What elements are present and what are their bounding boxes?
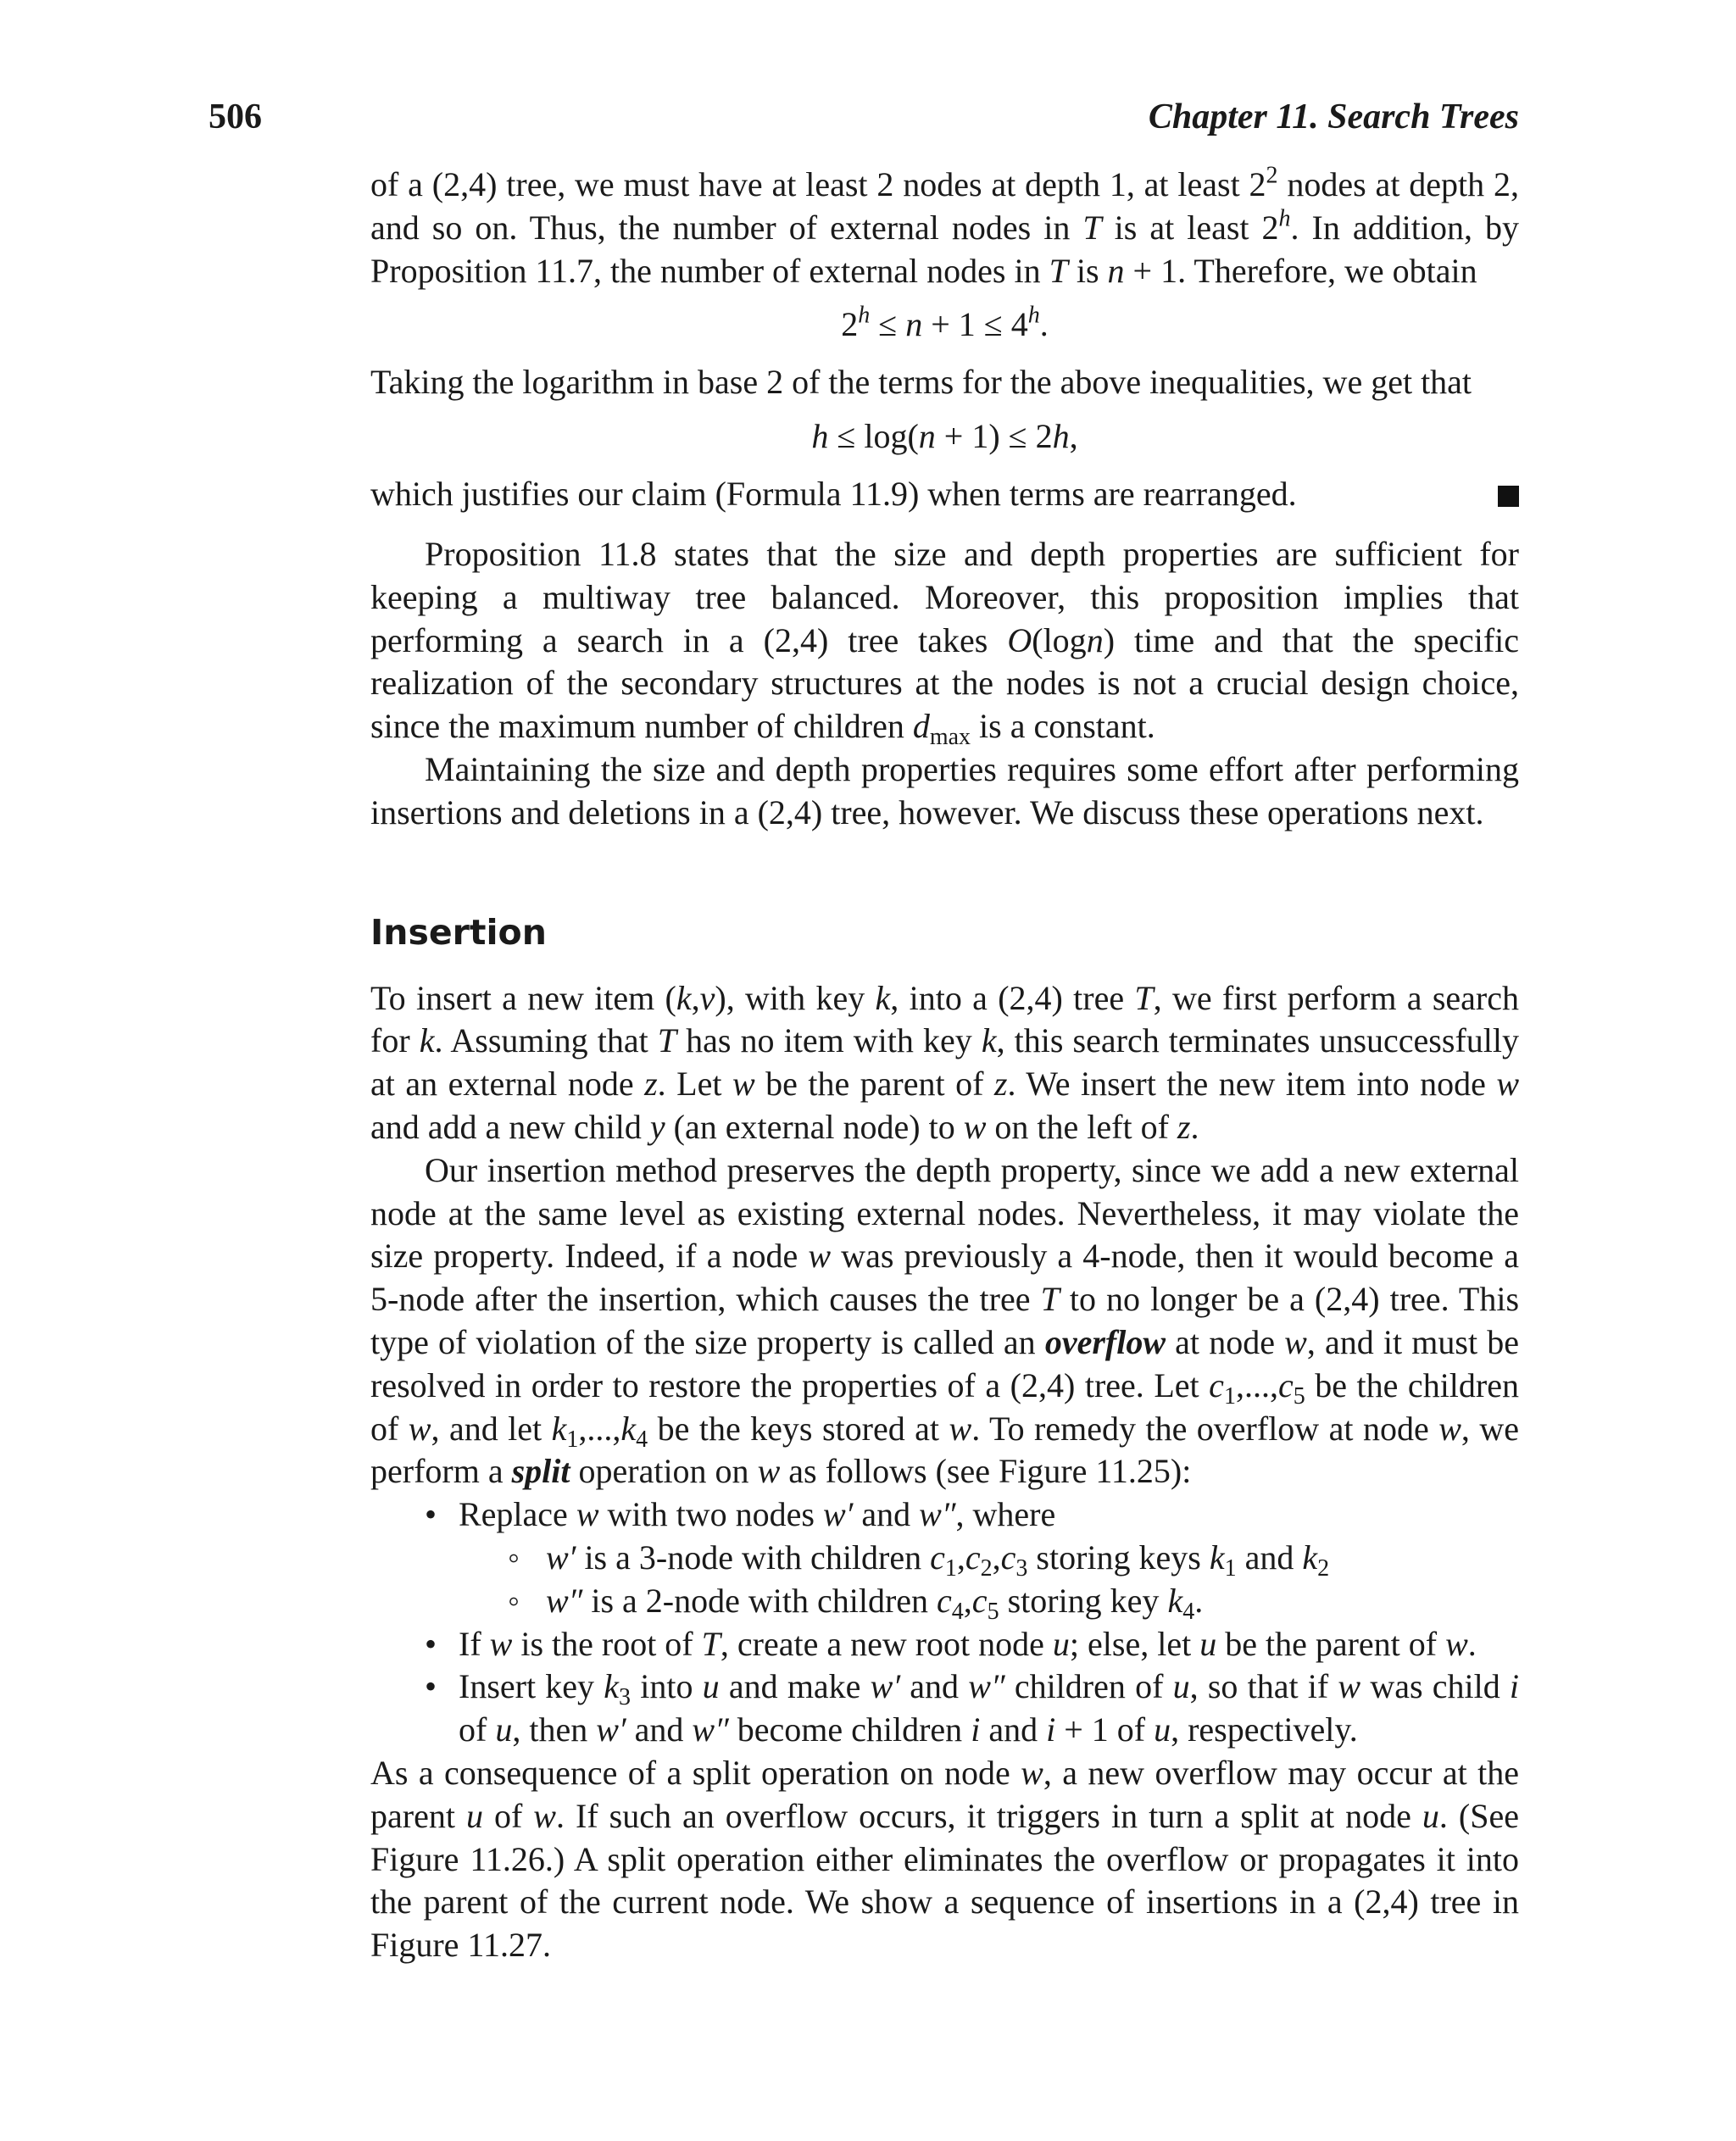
chapter-title: Chapter 11. Search Trees [1148,97,1519,136]
proof-paragraph: of a (2,4) tree, we must have at least 2 nodes at depth 1, at least $2^2$ nodes at depth 2, and so on. Thus, the number of external nodes in T is at least 2$^h$. In addition, by Proposition 11.7, the number of external nodes in T is n + 1. Therefore, we obtain [370,162,1520,290]
sub-list [459,1537,1519,1623]
maintaining-paragraph: Maintaining the size and depth properties requires some effort after performing insertions and deletions in a (2,4) tree, however. We discuss these operations next. [370,749,1519,831]
page-body [370,164,1519,1967]
qed-square-icon [1498,486,1519,507]
proposition-paragraph: Proposition 11.8 states that the size and depth properties are sufficient for keeping a multiway tree balanced. Moreover, this proposition implies that performing a search in a (2,4) tree takes O(logn) time and that the specific realization of the secondary structures at the nodes is not a crucial design choice, since the maximum number of children $d_{max}$ is a constant. [370,534,1519,750]
list-item: • If w is the root of T, create a new root node u; else, let u be the parent of w. [370,1623,1519,1666]
section-heading-insertion: Insertion [370,911,547,953]
list-item: • Replace w with two nodes w′ and w″, where ◦ w′ is a 3-node with children $c_1,c_2,c_3$ storing keys $k_1$ and $k_2$ ◦ w″ is a 2-node with children $c_4,c_5$ storing key $k_4$. [370,1493,1519,1622]
consequence-paragraph: As a consequence of a split operation on node w, a new overflow may occur at the parent u of w. If such an overflow occurs, it triggers in turn a split at node u. (See Figure 11.26.) A split operation either eliminates the overflow or propagates it into the parent of the current node. We show a sequence of insertions in a (2,4) tree in Figure 11.27. [370,1753,1519,1965]
sub-list-item: ◦ w′ is a 3-node with children $c_1,c_2,c_3$ storing keys $k_1$ and $k_2$ [459,1537,1519,1580]
split-steps-list [370,1493,1519,1752]
sub-list-item: ◦ w″ is a 2-node with children $c_4,c_5$ storing key $k_4$. [459,1580,1519,1623]
equation-inequality: $2^h \le n + 1 \le 4^h$. [841,303,1049,344]
equation-logarithm: h ≤ log(n + 1) ≤ 2h, [811,417,1078,456]
insertion-paragraph: To insert a new item (k,v), with key k, into a (2,4) tree T, we first perform a search for k. Assuming that T has no item with key k, this search terminates unsuccessfully at an external node z. Let w be the parent of z. We insert the new item into node w and add a new child y (an external node) to w on the left of z. [370,978,1520,1146]
logarithm-paragraph: Taking the logarithm in base 2 of the terms for the above inequalities, we get that [370,363,1472,402]
proof-conclusion: which justifies our claim (Formula 11.9) when terms are rearranged. [370,473,1519,516]
list-item: • Insert key $k_3$ into u and make w′ and w″ children of u, so that if w was child i of u, then w′ and w″ become children i and i + 1 of u, respectively. [370,1666,1519,1752]
page-number: 506 [209,97,262,136]
overflow-paragraph: Our insertion method preserves the depth property, since we add a new external node at the same level as existing external nodes. Nevertheless, it may violate the size property. Indeed, if a node w was previously a 4-node, then it would become a 5-node after the insertion, which causes the tree T to no longer be a (2,4) tree. This type of violation of the size property is called an overflow at node w, and it must be resolved in order to restore the properties of a (2,4) tree. Let $c_1,...,c_5$ be the children of w, and let $k_1,...,k_4$ be the keys stored at w. To remedy the overflow at node w, we perform a split operation on w as follows (see Figure 11.25): [370,1150,1520,1491]
